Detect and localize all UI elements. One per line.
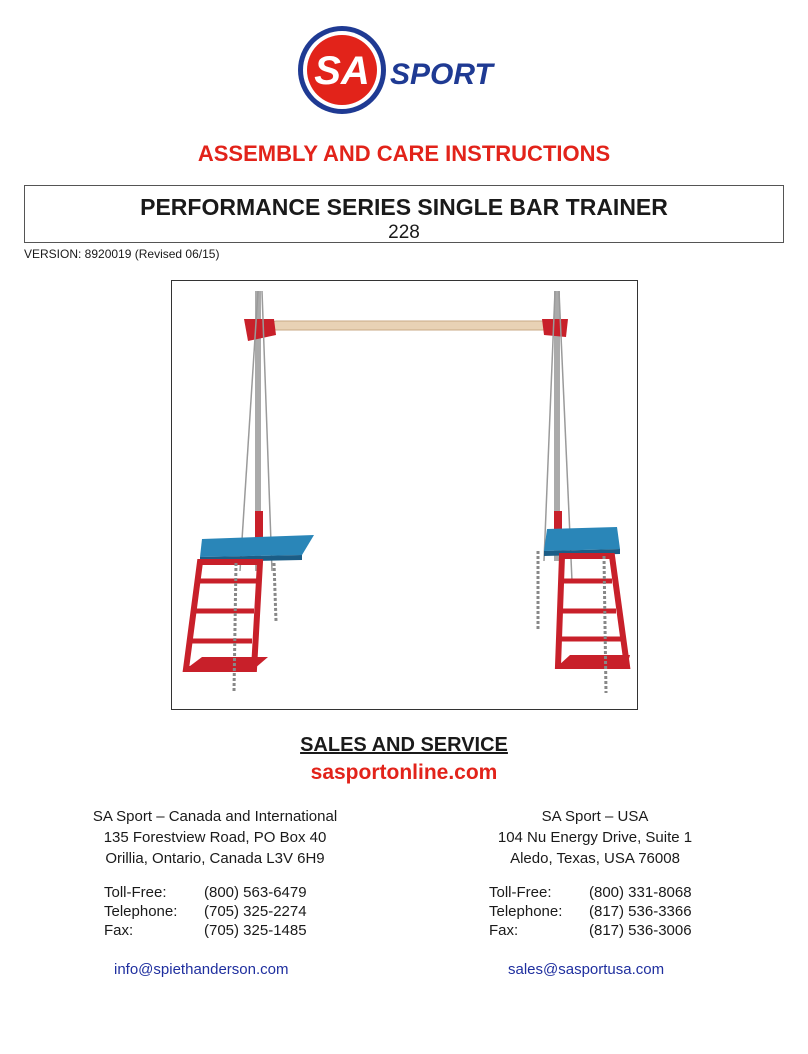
address-line-1: 104 Nu Energy Drive, Suite 1 [497, 829, 693, 846]
bar-trainer-illustration [172, 281, 637, 709]
product-number: 228 [388, 222, 420, 243]
usa-office-address [420, 806, 770, 869]
fax-label: Fax: [104, 922, 134, 939]
address-line-1: 135 Forestview Road, PO Box 40 [103, 829, 327, 846]
canada-office-address [40, 806, 390, 869]
office-name: SA Sport – USA [541, 808, 649, 825]
svg-text:SPORT: SPORT [390, 58, 493, 91]
document-title: ASSEMBLY AND CARE INSTRUCTIONS [197, 141, 611, 166]
telephone-label: Telephone: [489, 903, 563, 920]
tollfree-number: (800) 331-8068 [589, 884, 692, 901]
fax-row [104, 921, 307, 940]
tollfree-label: Toll-Free: [489, 884, 552, 901]
fax-number: (705) 325-1485 [204, 922, 307, 939]
tollfree-label: Toll-Free: [104, 884, 167, 901]
telephone-number: (705) 325-2274 [204, 903, 307, 920]
sales-service-heading: SALES AND SERVICE [300, 734, 508, 756]
canada-email-link[interactable]: info@spiethanderson.com [114, 961, 289, 978]
canada-office-contacts [104, 883, 307, 940]
product-name: PERFORMANCE SERIES SINGLE BAR TRAINER [140, 194, 668, 220]
sa-sport-logo [290, 20, 500, 120]
office-name: SA Sport – Canada and International [92, 808, 338, 825]
fax-number: (817) 536-3006 [589, 922, 692, 939]
version-label: VERSION: 8920019 (Revised 06/15) [24, 247, 220, 261]
telephone-row [104, 902, 307, 921]
product-photo [171, 280, 638, 710]
telephone-row [489, 902, 692, 921]
telephone-label: Telephone: [104, 903, 178, 920]
usa-email-link[interactable]: sales@sasportusa.com [508, 961, 665, 978]
product-box [24, 185, 784, 243]
website-link[interactable]: sasportonline.com [310, 761, 498, 784]
address-line-2: Aledo, Texas, USA 76008 [510, 850, 680, 867]
tollfree-row [104, 883, 307, 902]
fax-label: Fax: [489, 922, 519, 939]
svg-text:SA: SA [314, 49, 370, 93]
tollfree-number: (800) 563-6479 [204, 884, 307, 901]
telephone-number: (817) 536-3366 [589, 903, 692, 920]
address-line-2: Orillia, Ontario, Canada L3V 6H9 [105, 850, 325, 867]
fax-row [489, 921, 692, 940]
tollfree-row [489, 883, 692, 902]
usa-office-contacts [489, 883, 692, 940]
